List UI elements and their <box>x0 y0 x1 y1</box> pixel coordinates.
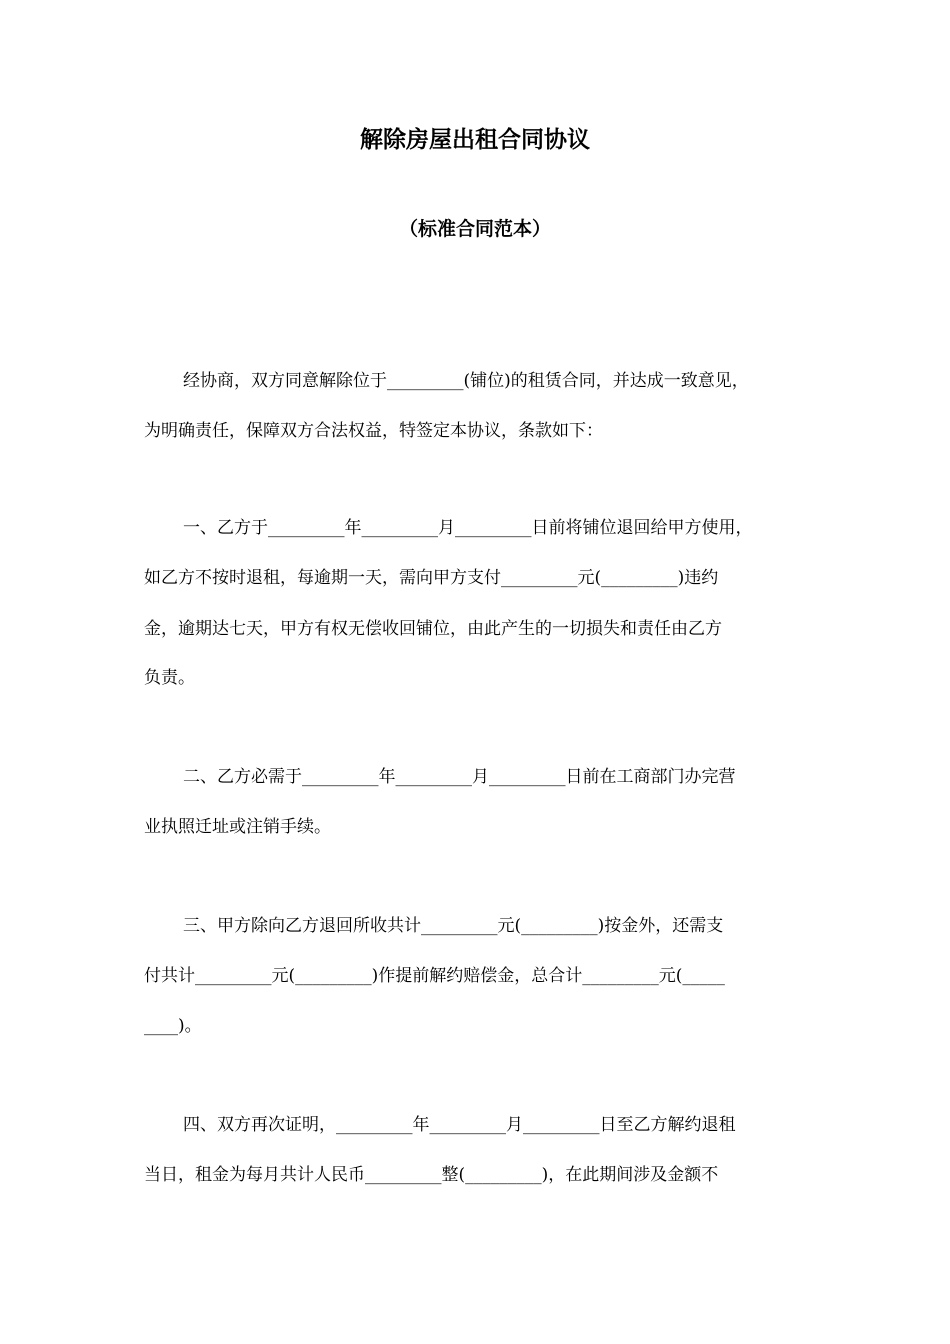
paragraph-line: 二、乙方必需于_________年_________月_________日前在工商部门办完营 <box>183 767 736 787</box>
document-subtitle: （标准合同范本） <box>398 218 551 240</box>
paragraph-line: 如乙方不按时退租，每逾期一天，需向甲方支付_________元(_________)违约 <box>144 568 719 588</box>
paragraph-line: 三、甲方除向乙方退回所收共计_________元(_________)按金外，还需支 <box>183 916 724 936</box>
paragraph-line: 负责。 <box>144 668 195 688</box>
paragraph-line: 付共计_________元(_________)作提前解约赔偿金，总合计_________元(_____ <box>144 966 725 986</box>
paragraph-line: 一、乙方于_________年_________月_________日前将铺位退回给甲方使用， <box>183 518 753 538</box>
paragraph-line: 经协商，双方同意解除位于_________(铺位)的租赁合同，并达成一致意见， <box>183 371 749 391</box>
paragraph-line: 当日，租金为每月共计人民币_________整(_________)，在此期间涉及金额不 <box>144 1165 719 1185</box>
paragraph-line: 业执照迁址或注销手续。 <box>144 817 331 837</box>
document-title: 解除房屋出租合同协议 <box>360 127 590 153</box>
paragraph-line: 四、双方再次证明，_________年_________月_________日至乙方解约退租 <box>183 1115 736 1135</box>
paragraph-line: 金，逾期达七天，甲方有权无偿收回铺位，由此产生的一切损失和责任由乙方 <box>144 619 722 639</box>
paragraph-line: 为明确责任，保障双方合法权益，特签定本协议，条款如下： <box>144 421 603 441</box>
paragraph-line: ____)。 <box>144 1016 202 1036</box>
